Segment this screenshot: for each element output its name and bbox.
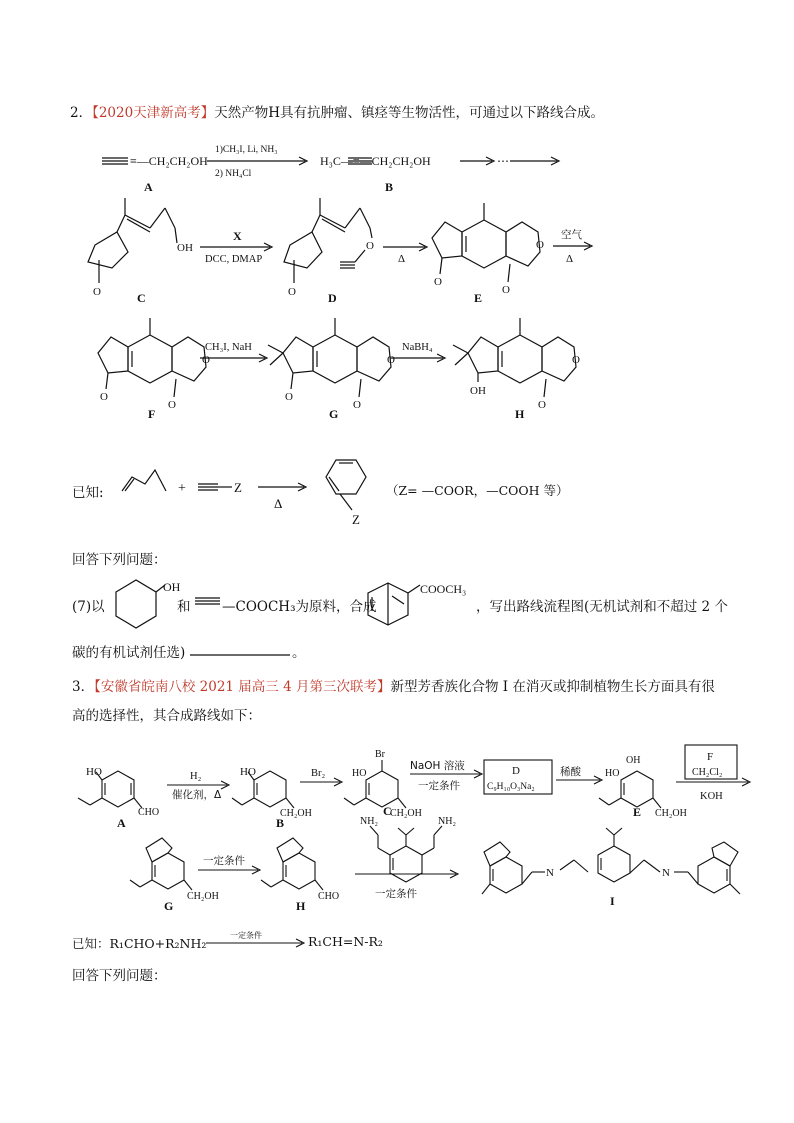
q2-label-A: A: [144, 180, 153, 194]
q3-A-ho: HO: [86, 766, 102, 778]
q2-reagent1-top: 1)CH₃I, Li, NH₃: [215, 145, 278, 155]
q2-H-o3: O: [572, 354, 580, 366]
q3-label-H: H: [296, 899, 306, 913]
q3-label-C: C: [383, 804, 392, 818]
q2-known-z2: Z: [352, 512, 360, 527]
q2-F-o1: O: [100, 391, 108, 403]
q3-label-D: D: [512, 765, 520, 777]
q3-I-n2: N: [662, 867, 670, 879]
q2-label-D: D: [328, 291, 337, 305]
q3-br2: Br₂: [311, 768, 326, 779]
q2-sub7-a: (7)以: [72, 599, 105, 615]
q3-label-A: A: [117, 816, 126, 830]
q3-D-formula: C₉H₁₀O₃Na₂: [487, 782, 535, 792]
q2-F-o3: O: [202, 354, 210, 366]
q2-D-o1: O: [288, 286, 296, 298]
q3-C-ch2oh: CH₂OH: [390, 808, 422, 819]
q3-A-cho: CHO: [138, 807, 160, 818]
q2-known-label: 已知:: [72, 485, 104, 501]
q3-H-cho: CHO: [318, 891, 340, 902]
q2-label-G: G: [329, 407, 339, 421]
q3-label-I: I: [610, 894, 615, 908]
q3-C-ho: HO: [352, 768, 367, 779]
q3-F-box1: F: [707, 751, 714, 763]
q2-reagent-dcc: DCC, DMAP: [205, 254, 263, 265]
q3-B-ho: HO: [240, 766, 256, 778]
q3-header: [72, 675, 715, 695]
q3-known: [72, 934, 206, 952]
q3-answer-prompt: 回答下列问题：: [72, 968, 167, 984]
q2-D-o2: O: [366, 240, 374, 252]
q2-reagent-X: X: [233, 229, 242, 243]
q2-sub7-b: —COOCH₃为原料，合成: [222, 599, 377, 615]
q2-label-F: F: [148, 407, 156, 421]
q2-H-o2: O: [538, 399, 546, 411]
q3-E-oh: OH: [626, 755, 641, 766]
q3-label-G: G: [164, 899, 174, 913]
q3-G-ch2oh: CH₂OH: [187, 891, 219, 902]
q3-label-B: B: [276, 816, 285, 830]
q2-known-z1: Z: [234, 480, 242, 495]
q2-header: [70, 101, 604, 121]
q3-source: 【安徽省皖南八校 2021 届高三 4 月第三次联考】: [94, 679, 391, 695]
q2-sub7-c: ，写出路线流程图(无机试剂和不超过 2 个: [476, 599, 728, 615]
q3-known-prefix: 已知：: [72, 936, 110, 951]
q2-ellipsis: ⋯: [497, 154, 509, 168]
q3-naoh: NaOH 溶液: [410, 760, 465, 772]
q2-delta1: Δ: [398, 253, 406, 265]
q2-label-H: H: [515, 407, 525, 421]
q3-cat: 催化剂，Δ: [172, 789, 222, 801]
q2-known-delta: Δ: [274, 496, 283, 511]
q3-acid: 稀酸: [560, 766, 581, 778]
q2-sub7-oh: OH: [163, 580, 181, 594]
q3-nh2-right: NH₂: [438, 816, 456, 827]
q2-B-formula: H₃C—≡—CH₂CH₂OH: [320, 154, 431, 168]
q2-air: 空气: [561, 229, 582, 241]
q3-known-left: R₁CHO+R₂NH₂: [109, 936, 207, 951]
q3-known-right: R₁CH=N-R₂: [308, 934, 383, 949]
q2-H-oh: OH: [470, 385, 486, 397]
q2-stem: 天然产物H具有抗肿瘤、镇痉等生物活性，可通过以下路线合成。: [214, 105, 604, 121]
q3-E-ch2oh: CH₂OH: [655, 808, 687, 819]
q3-number: 3．: [72, 679, 95, 695]
q2-E-o2: O: [502, 284, 510, 296]
q2-F-o2: O: [168, 399, 176, 411]
q2-sub7-d: 碳的有机试剂任选): [72, 645, 186, 661]
q2-G-o1: O: [285, 391, 293, 403]
q3-stem2: 高的选择性，其合成路线如下：: [72, 708, 261, 724]
q2-sub7-end: 。: [292, 645, 306, 661]
q2-C-o: O: [93, 286, 101, 298]
q3-C-br: Br: [375, 749, 385, 760]
q2-sub7-cooch3: COOCH₃: [420, 582, 467, 596]
q3-E-ho: HO: [605, 768, 620, 779]
q3-F-box2: CH₂Cl₂: [692, 767, 723, 778]
q2-known-note: （Z= —COOR，—COOH 等）: [386, 483, 569, 498]
q2-reagent1-bottom: 2) NH₄Cl: [215, 169, 252, 179]
q3-B-ch2oh: CH₂OH: [280, 808, 312, 819]
q3-h2: H₂: [190, 771, 202, 782]
q3-cond2: 一定条件: [203, 855, 245, 867]
q3-koh: KOH: [700, 791, 723, 802]
q2-sub7-and: 和: [177, 599, 191, 615]
q2-source: 【2020天津新高考】: [92, 105, 215, 121]
q3-cond1: 一定条件: [418, 780, 460, 792]
q3-stem1: 新型芳香族化合物 I 在消灭或抑制植物生长方面具有很: [390, 679, 715, 695]
q2-label-E: E: [474, 291, 483, 305]
q2-E-o1: O: [434, 276, 442, 288]
q3-known-cond: 一定条件: [230, 931, 262, 940]
q2-known-plus: +: [178, 481, 186, 496]
q3-nh2-left: NH₂: [360, 816, 378, 827]
q2-E-o3: O: [536, 239, 544, 251]
q2-C-oh: OH: [177, 242, 193, 254]
q3-label-E: E: [633, 805, 642, 819]
q2-G-o2: O: [353, 399, 361, 411]
q2-ch3i-nah: CH₃I, NaH: [205, 342, 252, 353]
q2-A-formula: ≡—CH₂CH₂OH: [130, 154, 208, 168]
q2-nabh4: NaBH₄: [402, 342, 433, 353]
q2-delta2: Δ: [566, 253, 574, 265]
q2-label-C: C: [137, 291, 146, 305]
q2-answer-prompt: 回答下列问题：: [72, 552, 167, 568]
q3-I-n1: N: [546, 867, 554, 879]
q2-number: 2．: [70, 105, 93, 121]
q2-G-o3: O: [387, 354, 395, 366]
q2-label-B: B: [385, 180, 394, 194]
q3-cond3: 一定条件: [375, 888, 417, 900]
